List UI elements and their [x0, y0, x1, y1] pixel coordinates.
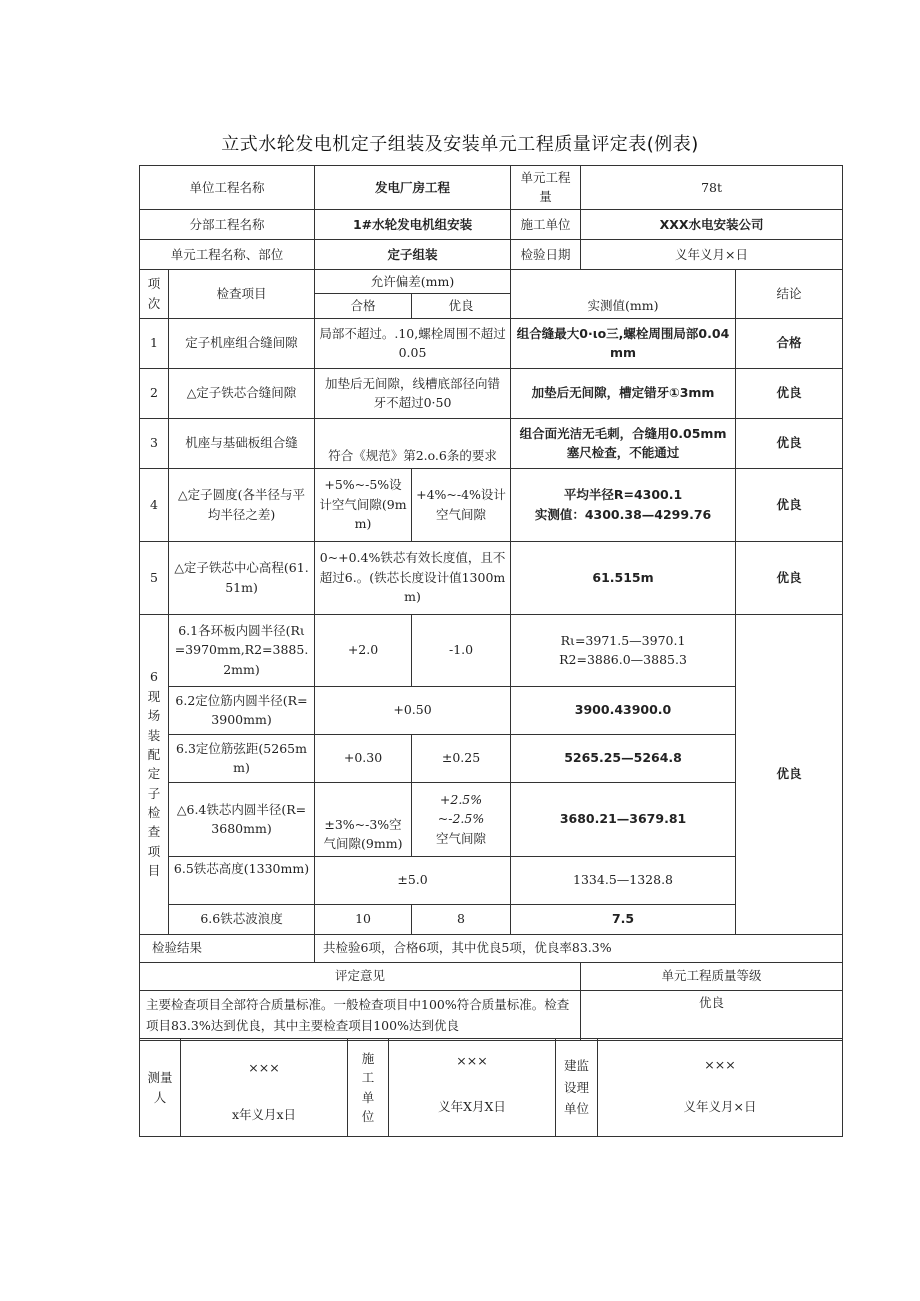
header-row-3 — [140, 239, 843, 269]
row-tolerance-excellent: +4%~-4%设计空气间隙 — [412, 468, 511, 541]
row-item: 定子机座组合缝间隙 — [169, 318, 315, 368]
row-measured: 3900.43900.0 — [511, 686, 736, 734]
row-tolerance-qualified: +0.30 — [315, 734, 412, 782]
measured-avg: 平均半径R=4300.1 — [563, 487, 683, 503]
unit-qty-label: 单元工程量 — [511, 166, 581, 210]
column-header-row-1 — [140, 269, 843, 293]
supervisor-date: 义年义月×日 — [683, 1099, 757, 1114]
result-row — [140, 934, 843, 962]
row-tolerance-excellent — [412, 782, 511, 856]
table-row — [140, 541, 843, 614]
col-no: 项 次 — [140, 269, 169, 318]
group6-result: 优良 — [736, 614, 843, 934]
row-item: 6.5铁芯高度(1330mm) — [169, 856, 315, 904]
row-measured: 1334.5—1328.8 — [511, 856, 736, 904]
row-tolerance: 0~+0.4%铁芯有效长度值，且不超过6.。(铁芯长度设计值1300mm) — [315, 541, 511, 614]
row-tolerance: +0.50 — [315, 686, 511, 734]
grade-label: 单元工程质量等级 — [581, 962, 843, 990]
row-no: 1 — [140, 318, 169, 368]
row-item: △6.4铁芯内圆半径(R=3680mm) — [169, 782, 315, 856]
supervisor-label: 建监设理单位 — [556, 1039, 598, 1137]
row-no: 3 — [140, 418, 169, 468]
row-measured: 5265.25—5264.8 — [511, 734, 736, 782]
opinion-row — [140, 990, 843, 1040]
measured-range: 实测值：4300.38—4299.76 — [534, 506, 712, 522]
unit-project-value: 发电厂房工程 — [315, 166, 511, 210]
sub-project-label: 分部工程名称 — [140, 209, 315, 239]
supervisor-cell — [598, 1039, 843, 1137]
measured-r1: Rι=3971.5—3970.1 — [560, 632, 686, 648]
row-no: 4 — [140, 468, 169, 541]
row-tolerance: 加垫后无间隙，线槽底部径向错牙不超过0·50 — [315, 368, 511, 418]
row-result: 优良 — [736, 418, 843, 468]
row-result: 优良 — [736, 468, 843, 541]
unit-qty-value: 78t — [581, 166, 843, 210]
tol-note: 空气间隙 — [436, 830, 487, 846]
builder-sign-name: ××× — [456, 1053, 488, 1068]
row-tolerance: ±5.0 — [315, 856, 511, 904]
signature-table — [139, 1038, 843, 1137]
group6-label: 6现场装配定子检查项目 — [140, 614, 169, 934]
result-label: 检验结果 — [140, 934, 315, 962]
measured-r2: R2=3886.0—3885.3 — [559, 652, 687, 667]
unit-name-label: 单元工程名称、部位 — [140, 239, 315, 269]
row-tolerance-qualified: ±3%~-3%空气间隙(9mm) — [315, 782, 412, 856]
inspect-date-value: 义年义月×日 — [581, 239, 843, 269]
row-tolerance-qualified: 10 — [315, 904, 412, 934]
tol-plus: +2.5% — [439, 791, 483, 807]
surveyor-label: 测量人 — [140, 1039, 181, 1137]
row-tolerance-excellent: ±0.25 — [412, 734, 511, 782]
row-tolerance: 局部不超过。.10,螺栓周围不超过0.05 — [315, 318, 511, 368]
row-item: 6.1各环板内圆半径(Rι=3970mm,R2=3885.2mm) — [169, 614, 315, 686]
row-measured: 组合面光洁无毛刺，合缝用0.05mm塞尺检查，不能通过 — [511, 418, 736, 468]
row-measured: 加垫后无间隙，槽定错牙①3mm — [511, 368, 736, 418]
row-tolerance-excellent: -1.0 — [412, 614, 511, 686]
row-measured: 组合缝最大0·ιo三,螺栓周围局部0.04mm — [511, 318, 736, 368]
builder-sign-date: 义年X月X日 — [438, 1099, 506, 1114]
col-tolerance: 允许偏差(mm) — [315, 269, 511, 293]
surveyor-date: x年义月x日 — [231, 1106, 297, 1122]
supervisor-name: ××× — [704, 1057, 736, 1072]
builder-sign-label: 施工单位 — [348, 1039, 389, 1137]
opinion-label: 评定意见 — [140, 962, 581, 990]
table-row — [140, 614, 843, 686]
row-item: 6.3定位筋弦距(5265mm) — [169, 734, 315, 782]
unit-name-value: 定子组装 — [315, 239, 511, 269]
inspect-date-label: 检验日期 — [511, 239, 581, 269]
row-tolerance: 符合《规范》第2.o.6条的要求 — [315, 418, 511, 468]
table-row — [140, 468, 843, 541]
surveyor-name: ××× — [248, 1059, 280, 1075]
col-excellent: 优良 — [412, 294, 511, 318]
row-item: 6.2定位筋内圆半径(R=3900mm) — [169, 686, 315, 734]
row-result: 优良 — [736, 368, 843, 418]
quality-table — [139, 165, 843, 1041]
row-measured: 61.515m — [511, 541, 736, 614]
row-item: △定子铁芯合缝间隙 — [169, 368, 315, 418]
opinion-header-row — [140, 962, 843, 990]
builder-cell — [389, 1039, 556, 1137]
row-item: △定子铁芯中心高程(61.51m) — [169, 541, 315, 614]
result-value: 共检验6项，合格6项，其中优良5项，优良率83.3% — [315, 934, 843, 962]
table-row — [140, 418, 843, 468]
row-measured: 3680.21—3679.81 — [511, 782, 736, 856]
row-result: 合格 — [736, 318, 843, 368]
row-tolerance-excellent: 8 — [412, 904, 511, 934]
col-qualified: 合格 — [315, 294, 412, 318]
tol-minus: ~-2.5% — [437, 811, 485, 827]
row-item: 6.6铁芯波浪度 — [169, 904, 315, 934]
sub-project-value: 1#水轮发电机组安装 — [315, 209, 511, 239]
row-tolerance-qualified: +5%~-5%设计空气间隙(9mm) — [315, 468, 412, 541]
row-no: 5 — [140, 541, 169, 614]
builder-label: 施工单位 — [511, 209, 581, 239]
col-item: 检查项目 — [169, 269, 315, 318]
header-row-2 — [140, 209, 843, 239]
surveyor-cell — [181, 1039, 348, 1137]
row-measured: 7.5 — [511, 904, 736, 934]
table-row — [140, 368, 843, 418]
unit-project-label: 单位工程名称 — [140, 166, 315, 210]
row-no: 2 — [140, 368, 169, 418]
col-measured: 实测值(mm) — [511, 269, 736, 318]
col-conclusion: 结论 — [736, 269, 843, 318]
page-title: 立式水轮发电机定子组装及安装单元工程质量评定表(例表) — [221, 134, 699, 155]
row-measured — [511, 614, 736, 686]
row-result: 优良 — [736, 541, 843, 614]
header-row-1 — [140, 166, 843, 210]
row-measured — [511, 468, 736, 541]
grade-value: 优良 — [581, 990, 843, 1040]
row-item: 机座与基础板组合缝 — [169, 418, 315, 468]
table-row — [140, 318, 843, 368]
opinion-text: 主要检查项目全部符合质量标准。一般检查项目中100%符合质量标准。检查项目83.3%达到优良，其中主要检查项目100%达到优良 — [140, 990, 581, 1040]
builder-value: XXX水电安装公司 — [581, 209, 843, 239]
row-tolerance-qualified: +2.0 — [315, 614, 412, 686]
row-item: △定子圆度(各半径与平均半径之差) — [169, 468, 315, 541]
